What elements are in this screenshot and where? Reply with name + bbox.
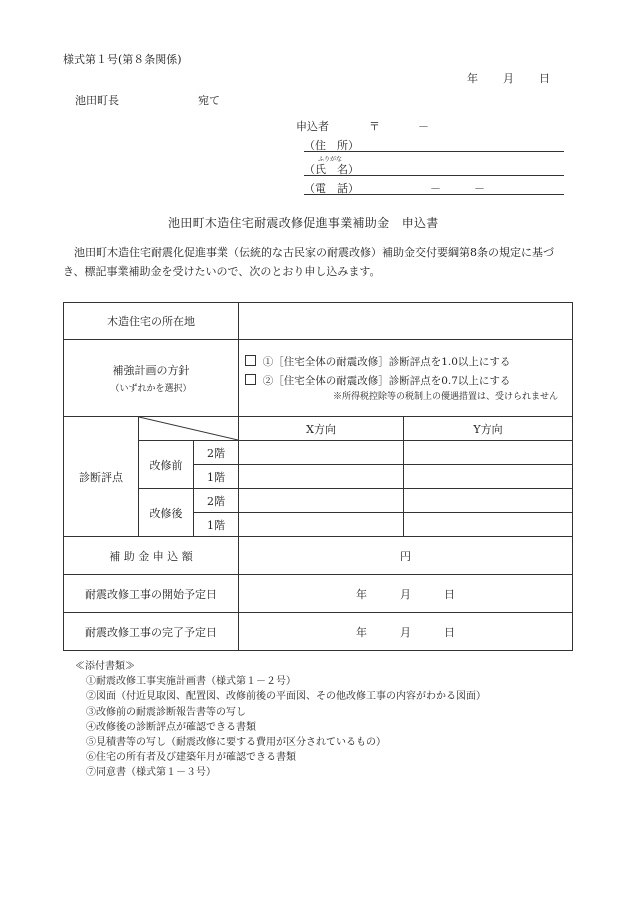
option-2[interactable] [239,372,572,391]
option-1-label: ①［住宅全体の耐震改修］診断評点を1.0以上にする [262,356,511,368]
floor-label: 2階 [194,441,239,465]
application-table [63,302,573,651]
address-underline [304,151,564,152]
before-label: 改修前 [139,441,194,489]
address-label: （住 所） [304,139,359,152]
after-label: 改修後 [139,489,194,537]
location-field[interactable] [239,303,573,340]
postal-dash: － [418,120,429,133]
after-floor2-row [64,489,573,513]
form-number: 様式第１号(第８条関係) [63,53,182,66]
postal-mark: 〒 [369,120,380,133]
attachment-item: ①耐震改修工事実施計画書（様式第１－２号） [86,676,296,688]
option-note: ※所得税控除等の税制上の優遇措置は、受けられません [333,392,559,402]
policy-sublabel: （いずれかを選択） [110,384,192,394]
applicant-label: 申込者 [296,120,329,133]
end-date-placeholder: 年 月 日 [356,625,456,639]
floor-label: 2階 [194,489,239,513]
attachments-heading: ≪添付書類≫ [75,661,135,672]
policy-row [64,340,573,417]
location-row [64,303,573,340]
policy-options [239,340,573,417]
start-date-label: 耐震改修工事の開始予定日 [64,575,239,613]
start-date-row [64,575,573,613]
x-direction-header: X方向 [239,417,404,441]
score-input[interactable] [404,513,573,537]
name-label: （氏 名） [304,163,359,176]
option-1-checkbox[interactable] [245,355,256,366]
option-2-label: ②［住宅全体の耐震改修］診断評点を0.7以上にする [262,375,511,387]
score-label: 診断評点 [64,417,139,537]
floor-label: 1階 [194,513,239,537]
attachment-item: ⑤見積書等の写し（耐震改修に要する費用が区分されているもの） [86,737,386,749]
before-floor2-row [64,441,573,465]
floor-label: 1階 [194,465,239,489]
amount-field[interactable] [239,537,573,575]
policy-label: 補強計画の方針 [112,364,190,377]
attachment-item: ⑥住宅の所有者及び建築年月が確認できる書類 [86,752,296,764]
score-header-row [64,417,573,441]
score-input[interactable] [404,489,573,513]
date-line: 年 月 日 [467,72,551,85]
score-input[interactable] [404,441,573,465]
score-input[interactable] [239,441,404,465]
furigana-label: ふりがな [318,156,343,163]
policy-label-cell [64,340,239,417]
attachment-item: ④改修後の診断評点が確認できる書類 [86,721,256,733]
score-input[interactable] [404,465,573,489]
y-direction-header: Y方向 [404,417,573,441]
document-title: 池田町木造住宅耐震改修促進事業補助金 申込書 [168,216,439,230]
intro-paragraph: 池田町木造住宅耐震化促進事業（伝統的な古民家の耐震改修）補助金交付要綱第8条の規定に基づき、標記事業補助金を受けたいので、次のとおり申し込みます。 [63,246,554,278]
score-input[interactable] [239,465,404,489]
diagonal-line [139,417,238,440]
attachments [75,659,486,781]
name-underline [304,175,564,176]
start-date-placeholder: 年 月 日 [356,587,456,601]
amount-row [64,537,573,575]
yen-unit: 円 [400,549,412,563]
end-date-row [64,613,573,651]
end-date-label: 耐震改修工事の完了予定日 [64,613,239,651]
diagonal-cell [139,417,239,441]
phone-underline [304,194,564,195]
start-date-field[interactable] [239,575,573,613]
attachment-item: ②図面（付近見取図、配置図、改修前後の平面図、その他改修工事の内容がわかる図面） [86,691,486,703]
option-1[interactable] [239,353,572,372]
phone-label: （電 話） [304,182,359,195]
amount-label: 補 助 金 申 込 額 [64,537,239,575]
score-input[interactable] [239,513,404,537]
attachment-item: ③改修前の耐震診断報告書等の写し [86,706,246,718]
score-input[interactable] [239,489,404,513]
attachment-item: ⑦同意書（様式第１－３号） [86,767,216,779]
location-label: 木造住宅の所在地 [64,303,239,340]
phone-dashes: － － [430,182,485,195]
end-date-field[interactable] [239,613,573,651]
addressee: 池田町長 [75,94,119,107]
option-2-checkbox[interactable] [245,374,256,385]
addressee-suffix: 宛て [198,94,220,107]
